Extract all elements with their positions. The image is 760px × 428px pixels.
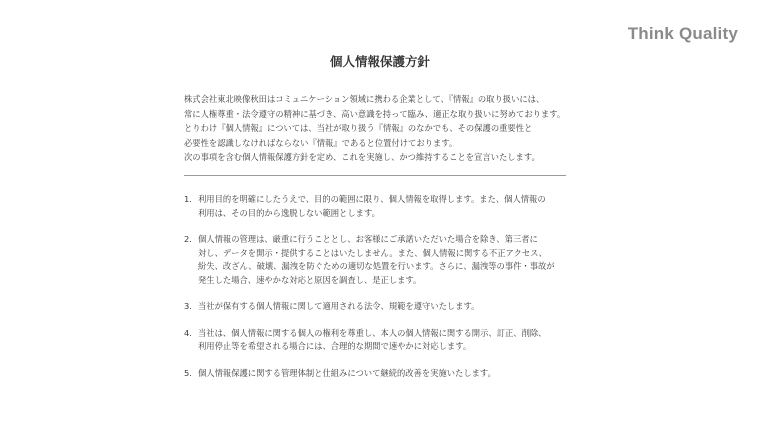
policy-number: 5. <box>184 367 192 378</box>
policy-number: 2. <box>184 234 192 244</box>
policy-line: 紛失、改ざん、破壊、漏洩を防ぐための適切な処置を行います。さらに、漏洩等の事件・事故が <box>198 261 555 271</box>
section-divider <box>184 175 566 176</box>
policy-line: 当社は、個人情報に関する個人の権利を尊重し、本人の個人情報に関する開示、訂正、削除、 <box>198 327 547 338</box>
policy-number: 4. <box>184 327 192 338</box>
policy-list <box>184 193 584 393</box>
policy-line: 利用目的を明確にしたうえで、目的の範囲に限り、個人情報を取得します。また、個人情報の <box>198 194 546 204</box>
policy-number: 3. <box>184 301 192 311</box>
intro-line: 次の事項を含む個人情報保護方針を定め、これを実施し、かつ維持することを宣言いたします。 <box>184 152 540 162</box>
policy-line: 発生した場合、速やかな対応と原因を調査し、是正します。 <box>198 274 422 285</box>
policy-number: 1. <box>184 194 192 204</box>
policy-item-1 <box>184 193 584 220</box>
policy-line: 当社が保有する個人情報に関して適用される法令、規範を遵守いたします。 <box>198 301 480 311</box>
intro-line: 常に人権尊重・法令遵守の精神に基づき、高い意識を持って臨み、適正な取り扱いに努めております。 <box>184 108 566 119</box>
policy-item-5 <box>184 367 584 381</box>
policy-line: 個人情報の管理は、厳重に行うこととし、お客様にご承諾いただいた場合を除き、第三者に <box>198 234 538 244</box>
policy-line: 対し、データを開示・提供することはいたしません。また、個人情報に関する不正アクセス、 <box>198 247 547 258</box>
intro-paragraph <box>184 92 584 165</box>
intro-line: とりわけ『個人情報』については、当社が取り扱う『情報』のなかでも、その保護の重要性と <box>184 123 533 133</box>
page-title: 個人情報保護方針 <box>329 54 430 69</box>
intro-line: 必要性を認識しなければならない『情報』であると位置付けております。 <box>184 137 458 148</box>
policy-item-3 <box>184 300 584 314</box>
policy-item-2 <box>184 233 584 287</box>
policy-line: 個人情報保護に関する管理体制と仕組みについて継続的改善を実施いたします。 <box>198 367 496 378</box>
policy-line: 利用停止等を希望される場合には、合理的な期間で速やかに対応します。 <box>198 341 472 351</box>
policy-item-4 <box>184 327 584 354</box>
brand-logo-text: Think Quality <box>627 24 738 43</box>
policy-line: 利用は、その目的から逸脱しない範囲とします。 <box>198 207 380 218</box>
intro-line: 株式会社東北映像秋田はコミュニケーション領域に携わる企業として、『情報』の取り扱いには、 <box>184 94 545 104</box>
